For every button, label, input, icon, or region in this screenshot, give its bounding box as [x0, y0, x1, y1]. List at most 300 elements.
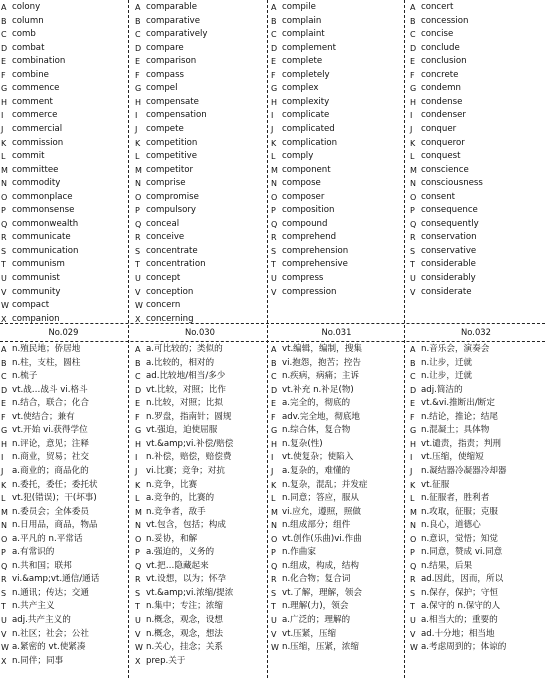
word-row: [0, 28, 127, 42]
meaning-row: [134, 546, 266, 560]
row-letter: P: [135, 206, 140, 216]
divider-bottom: [0, 341, 545, 342]
row-letter: P: [271, 548, 276, 558]
word-row: [0, 299, 127, 313]
word-text: compensate: [146, 96, 266, 110]
meaning-row: [0, 438, 127, 452]
meaning-text: a.保守的 n.保守的人: [421, 601, 501, 612]
row-letter: R: [410, 575, 416, 585]
word-text: conqueror: [421, 137, 543, 151]
word-text: combat: [12, 42, 127, 56]
row-letter: S: [271, 588, 277, 598]
meaning-text: vt.使结合；兼有: [12, 411, 75, 422]
row-letter: F: [410, 70, 415, 80]
row-letter: V: [135, 287, 141, 297]
row-letter: G: [1, 84, 8, 94]
word-row: [134, 231, 266, 245]
row-letter: S: [410, 588, 416, 598]
row-letter: E: [1, 57, 7, 67]
word-text: condemn: [421, 82, 543, 96]
meaning-text: n.化合物；复合词: [282, 574, 351, 585]
meaning-row: [0, 655, 127, 669]
row-letter: T: [1, 260, 6, 270]
meaning-text: n.通讯；传达；交通: [12, 587, 89, 598]
meaning-text: a.紧密的 vt.使紧凑: [12, 642, 86, 653]
row-letter: I: [135, 111, 138, 121]
row-letter: N: [135, 179, 141, 189]
meaning-row: [0, 519, 127, 533]
meaning-row: [409, 451, 543, 465]
meaning-text: n.音乐会，演奏会: [421, 344, 490, 354]
row-letter: C: [1, 372, 7, 382]
row-letter: I: [1, 453, 4, 463]
word-text: column: [12, 15, 127, 29]
word-text: complication: [282, 137, 403, 151]
meaning-text: n.结合，联合；化合: [12, 398, 89, 409]
word-text: conscience: [421, 164, 543, 178]
meaning-text: n.梳子: [12, 371, 38, 382]
row-letter: X: [1, 656, 7, 666]
row-letter: J: [135, 124, 138, 134]
word-row: [270, 82, 403, 96]
row-letter: V: [271, 629, 277, 639]
meaning-text: a.强迫的，义务的: [146, 547, 215, 558]
word-text: condenser: [421, 109, 543, 123]
meaning-text: vt.谴责，指责；判刑: [421, 438, 501, 449]
row-letter: N: [271, 179, 277, 189]
row-letter: S: [410, 246, 416, 256]
meaning-text: vi.比赛；竞争；对抗: [146, 465, 225, 476]
row-letter: F: [271, 70, 276, 80]
word-row: [134, 96, 266, 110]
row-letter: V: [1, 629, 7, 639]
row-letter: A: [1, 3, 7, 12]
meaning-row: [0, 533, 127, 547]
word-row: [134, 313, 266, 327]
word-text: complaint: [282, 28, 403, 42]
word-row: [270, 15, 403, 29]
meaning-row: [409, 465, 543, 479]
row-letter: N: [1, 179, 7, 189]
row-letter: X: [135, 656, 141, 666]
word-text: comparison: [146, 55, 266, 69]
row-letter: D: [135, 385, 142, 395]
word-row: [134, 150, 266, 164]
row-letter: D: [271, 385, 278, 395]
word-row: [134, 1, 266, 15]
meaning-text: a.复杂的，难懂的: [282, 465, 351, 476]
word-text: commonwealth: [12, 218, 127, 232]
word-text: considerate: [421, 286, 543, 300]
meaning-row: [134, 451, 266, 465]
meaning-text: vt.包含，包括；构成: [146, 520, 226, 531]
word-text: compression: [282, 286, 403, 300]
word-row: [270, 137, 403, 151]
meaning-row: [270, 628, 403, 642]
word-row: [0, 245, 127, 259]
row-letter: W: [135, 643, 143, 653]
row-letter: N: [1, 521, 7, 531]
word-row: [0, 137, 127, 151]
word-row: [134, 109, 266, 123]
word-row: [0, 313, 127, 327]
row-letter: G: [135, 426, 142, 436]
sheet-number: No.030: [185, 327, 215, 337]
word-text: component: [282, 164, 403, 178]
row-letter: J: [271, 466, 274, 476]
word-text: commodity: [12, 177, 127, 191]
row-letter: L: [410, 152, 415, 162]
meaning-text: a.竞争的，比赛的: [146, 493, 215, 504]
row-letter: Q: [410, 219, 417, 229]
row-letter: D: [410, 385, 417, 395]
meaning-text: n.疾病，病痛；主诉: [282, 371, 359, 382]
meaning-row: [270, 546, 403, 560]
row-letter: K: [271, 138, 277, 148]
word-row: [134, 218, 266, 232]
row-letter: W: [135, 301, 143, 311]
word-text: compromise: [146, 191, 266, 205]
row-letter: I: [410, 111, 413, 121]
row-letter: U: [135, 616, 141, 625]
word-row: [409, 1, 543, 15]
row-letter: H: [271, 439, 278, 449]
word-text: commission: [12, 137, 127, 151]
meaning-text: n.理解(力)，领会: [282, 601, 349, 612]
word-row: [0, 258, 127, 272]
row-letter: M: [135, 507, 142, 517]
meaning-text: vt.&amp;vi.补偿/赔偿: [146, 438, 234, 449]
meaning-row: [134, 343, 266, 357]
meaning-text: vt.征服: [421, 479, 450, 490]
meaning-row: [409, 519, 543, 533]
word-row: [134, 55, 266, 69]
row-letter: V: [135, 629, 141, 639]
row-letter: U: [410, 616, 416, 625]
meaning-text: adj.简洁的: [421, 384, 463, 395]
meaning-row: [134, 628, 266, 642]
meaning-text: n.竞争，比赛: [146, 479, 198, 490]
word-row: [0, 109, 127, 123]
meaning-text: adj.共产主义的: [12, 615, 71, 625]
word-row: [0, 55, 127, 69]
row-letter: E: [135, 57, 141, 67]
meaning-row: [134, 560, 266, 574]
word-row: [134, 123, 266, 137]
meaning-row: [0, 506, 127, 520]
row-letter: F: [271, 412, 276, 422]
word-text: composition: [282, 204, 403, 218]
word-text: compulsory: [146, 204, 266, 218]
meaning-row: [409, 587, 543, 601]
row-letter: L: [135, 152, 140, 162]
word-text: compose: [282, 177, 403, 191]
meaning-text: a.比较的，相对的: [146, 357, 215, 368]
meaning-text: n.征服者，胜利者: [421, 493, 490, 504]
word-row: [409, 191, 543, 205]
row-letter: N: [135, 521, 141, 531]
row-letter: H: [271, 97, 278, 107]
row-letter: I: [410, 453, 413, 463]
row-letter: P: [135, 548, 140, 558]
row-letter: G: [135, 84, 142, 94]
row-letter: T: [135, 260, 140, 270]
meaning-row: [0, 451, 127, 465]
meaning-row: [409, 546, 543, 560]
row-letter: T: [271, 260, 276, 270]
row-letter: D: [1, 385, 8, 395]
word-text: companion: [12, 313, 127, 327]
meaning-row: [0, 397, 127, 411]
row-letter: S: [271, 246, 277, 256]
meaning-text: vi.抱怨，抱苦；控告: [282, 357, 361, 368]
row-letter: C: [135, 372, 141, 382]
word-text: commence: [12, 82, 127, 96]
word-row: [409, 82, 543, 96]
row-letter: T: [271, 602, 276, 612]
word-text: compile: [282, 1, 403, 15]
row-letter: G: [410, 84, 417, 94]
meaning-row: [0, 479, 127, 493]
word-text: comply: [282, 150, 403, 164]
row-letter: E: [135, 399, 141, 409]
word-row: [409, 96, 543, 110]
meaning-row: [0, 384, 127, 398]
meaning-text: a.完全的，彻底的: [282, 398, 351, 409]
row-letter: A: [271, 345, 277, 354]
row-letter: L: [135, 494, 140, 504]
meaning-text: n.概念，观念，设想: [146, 615, 223, 625]
meaning-row: [134, 655, 266, 669]
row-letter: W: [1, 643, 9, 653]
word-row: [270, 96, 403, 110]
meaning-text: a.广泛的；理解的: [282, 615, 351, 625]
word-row: [0, 231, 127, 245]
word-text: complement: [282, 42, 403, 56]
word-text: competitive: [146, 150, 266, 164]
meaning-text: vt.使复杂；使陷入: [282, 452, 354, 463]
row-letter: E: [1, 399, 7, 409]
word-row: [134, 177, 266, 191]
word-row: [270, 109, 403, 123]
meaning-row: [0, 560, 127, 574]
word-text: compete: [146, 123, 266, 137]
word-text: complain: [282, 15, 403, 29]
row-letter: L: [1, 152, 6, 162]
row-letter: U: [410, 274, 416, 283]
word-text: communism: [12, 258, 127, 272]
row-letter: K: [410, 138, 416, 148]
word-text: composer: [282, 191, 403, 205]
meaning-text: n.同伴；同事: [12, 655, 64, 666]
row-letter: W: [1, 301, 9, 311]
word-row: [270, 177, 403, 191]
meaning-row: [270, 533, 403, 547]
meaning-row: [270, 411, 403, 425]
row-letter: P: [410, 548, 415, 558]
word-row: [409, 177, 543, 191]
word-row: [270, 28, 403, 42]
row-letter: C: [135, 30, 141, 40]
word-text: colony: [12, 1, 127, 15]
word-row: [409, 258, 543, 272]
meaning-row: [134, 506, 266, 520]
meaning-text: ad.十分地；相当地: [421, 628, 495, 639]
meaning-text: vt.压缩，使缩短: [421, 452, 484, 463]
meaning-text: n.商业，贸易；社交: [12, 452, 89, 463]
row-letter: X: [135, 314, 141, 324]
word-text: condense: [421, 96, 543, 110]
meaning-text: n.社区；社会；公社: [12, 628, 89, 639]
row-letter: C: [271, 30, 277, 40]
word-row: [409, 150, 543, 164]
meaning-row: [134, 370, 266, 384]
meaning-row: [270, 424, 403, 438]
meaning-text: n.凝结器冷凝器冷却器: [421, 465, 507, 476]
meaning-text: a.商业的；商品化的: [12, 465, 89, 476]
row-letter: L: [1, 494, 6, 504]
meaning-row: [270, 397, 403, 411]
meaning-row: [270, 519, 403, 533]
word-row: [270, 204, 403, 218]
row-letter: S: [135, 588, 141, 598]
row-letter: M: [1, 507, 8, 517]
meaning-text: vt.压紧，压缩: [282, 628, 337, 639]
word-text: conception: [146, 286, 266, 300]
word-text: comprise: [146, 177, 266, 191]
word-row: [409, 137, 543, 151]
meaning-row: [134, 533, 266, 547]
word-row: [409, 42, 543, 56]
meaning-row: [409, 628, 543, 642]
word-text: concerning: [146, 313, 266, 327]
meaning-row: [409, 411, 543, 425]
row-letter: N: [410, 521, 416, 531]
meaning-text: vt.设想，以为；怀孕: [146, 574, 226, 585]
row-letter: A: [410, 3, 416, 12]
row-letter: K: [1, 138, 7, 148]
meaning-text: n.关心，挂念；关系: [146, 642, 223, 653]
word-text: conquer: [421, 123, 543, 137]
meaning-text: vt.犯(错误)；干(坏事): [12, 493, 97, 504]
row-letter: F: [135, 70, 140, 80]
word-text: combine: [12, 69, 127, 83]
meaning-text: n.集中；专注；浓缩: [146, 601, 223, 612]
word-text: conquest: [421, 150, 543, 164]
row-letter: E: [271, 399, 277, 409]
word-text: conservation: [421, 231, 543, 245]
row-letter: G: [271, 84, 278, 94]
row-letter: U: [1, 274, 7, 283]
word-text: communicate: [12, 231, 127, 245]
word-text: compound: [282, 218, 403, 232]
row-letter: B: [1, 358, 7, 368]
row-letter: B: [135, 16, 141, 26]
row-letter: B: [1, 16, 7, 26]
row-letter: P: [410, 206, 415, 216]
word-text: commercial: [12, 123, 127, 137]
row-letter: M: [1, 165, 8, 175]
meaning-text: vi.应允，遵照，照做: [282, 506, 361, 517]
row-letter: K: [410, 480, 416, 490]
meaning-text: vt.强迫，迫使屈服: [146, 425, 218, 436]
word-text: commit: [12, 150, 127, 164]
word-row: [0, 15, 127, 29]
word-text: committee: [12, 164, 127, 178]
word-text: competition: [146, 137, 266, 151]
row-letter: U: [271, 274, 277, 283]
meaning-row: [134, 479, 266, 493]
word-text: completely: [282, 69, 403, 83]
row-letter: B: [135, 358, 141, 368]
row-letter: H: [135, 97, 142, 107]
row-letter: A: [410, 345, 416, 354]
row-letter: Q: [410, 561, 417, 571]
word-text: comprehensive: [282, 258, 403, 272]
row-letter: M: [271, 507, 278, 517]
word-row: [409, 231, 543, 245]
meaning-text: n.让步，迁就: [421, 357, 473, 368]
word-text: concentrate: [146, 245, 266, 259]
row-letter: J: [410, 466, 413, 476]
row-letter: L: [410, 494, 415, 504]
meaning-text: n.让步，迁就: [421, 371, 473, 382]
word-text: compel: [146, 82, 266, 96]
word-row: [134, 42, 266, 56]
meaning-row: [134, 573, 266, 587]
word-text: conclusion: [421, 55, 543, 69]
meaning-row: [270, 506, 403, 520]
word-text: comparatively: [146, 28, 266, 42]
row-letter: R: [271, 575, 277, 585]
word-row: [270, 55, 403, 69]
meaning-text: ad.比较地/相当/多少: [146, 371, 226, 382]
word-row: [409, 55, 543, 69]
row-letter: R: [271, 233, 277, 243]
row-letter: J: [1, 124, 4, 134]
meaning-text: n.良心，道德心: [421, 520, 481, 531]
meaning-row: [0, 600, 127, 614]
meaning-text: n.攻取，征服；克服: [421, 506, 498, 517]
word-row: [270, 191, 403, 205]
meaning-text: n.综合体，复合物: [282, 425, 351, 436]
meaning-text: n.委托，委任；委托状: [12, 479, 98, 490]
meaning-row: [409, 600, 543, 614]
row-letter: N: [271, 521, 277, 531]
meaning-text: n.殖民地；侨居地: [12, 344, 81, 354]
meaning-text: n.同意，赞成 vi.同意: [421, 547, 503, 558]
row-letter: K: [135, 480, 141, 490]
row-letter: G: [410, 426, 417, 436]
row-letter: E: [410, 399, 416, 409]
row-letter: L: [271, 494, 276, 504]
meaning-row: [409, 357, 543, 371]
word-text: commonplace: [12, 191, 127, 205]
meaning-text: n.组成，构成，结构: [282, 560, 359, 571]
meaning-row: [270, 492, 403, 506]
word-row: [134, 286, 266, 300]
row-letter: H: [410, 97, 417, 107]
row-letter: U: [1, 616, 7, 625]
meaning-row: [134, 411, 266, 425]
meaning-text: vt.补充 n.补足(物): [282, 384, 354, 395]
word-row: [409, 123, 543, 137]
row-letter: D: [271, 43, 278, 53]
row-letter: N: [410, 179, 416, 189]
row-letter: U: [271, 616, 277, 625]
row-letter: C: [271, 372, 277, 382]
word-text: compress: [282, 272, 403, 286]
